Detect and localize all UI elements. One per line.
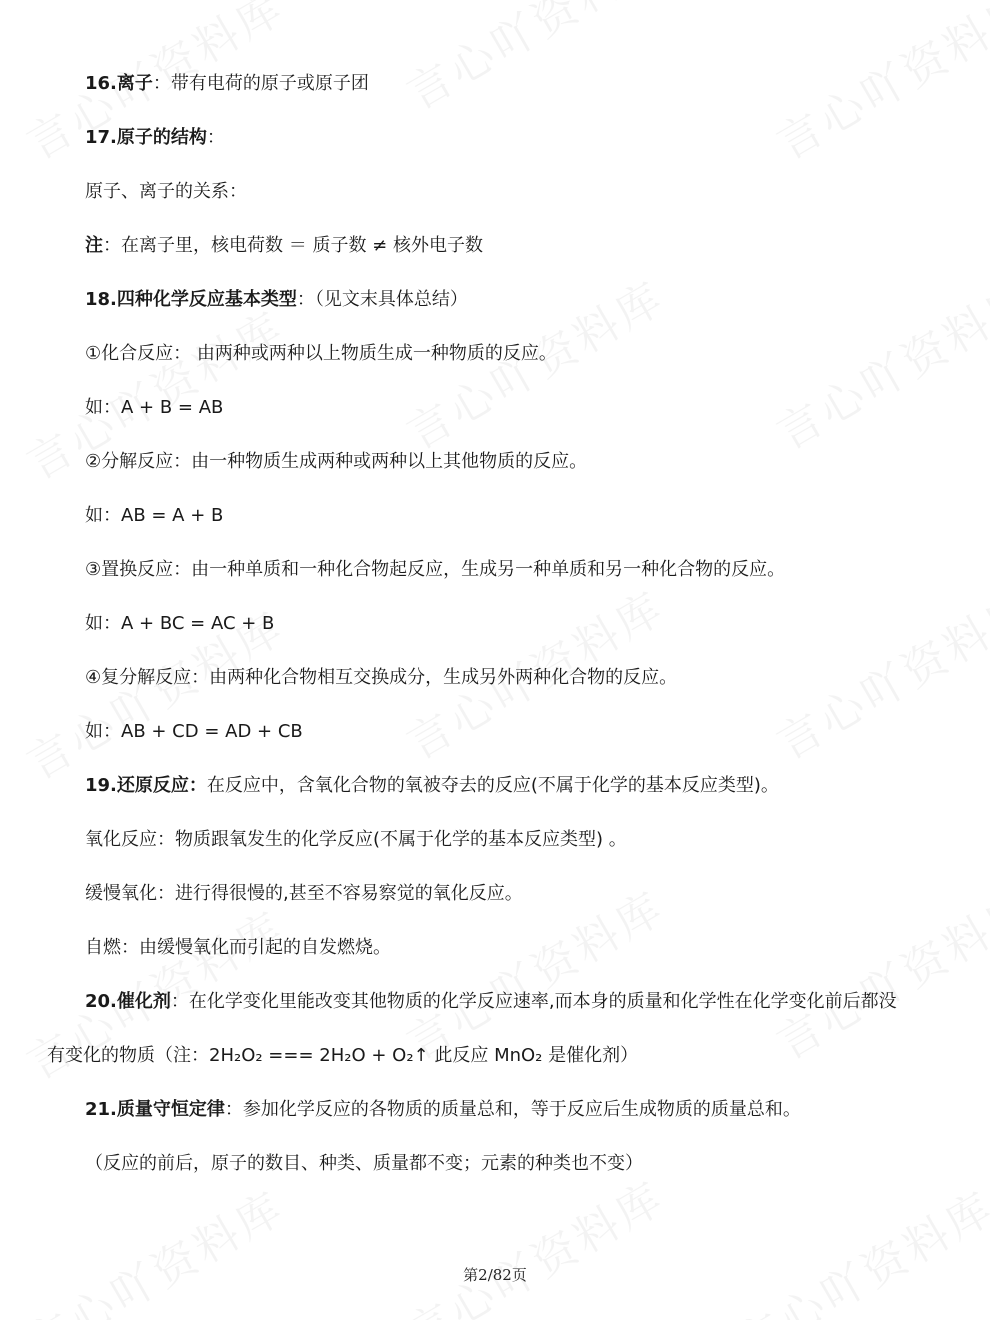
note-heading: 注: [85, 235, 103, 256]
spontaneous-combustion: 自燃：由缓慢氧化而引起的自发燃烧。: [85, 937, 391, 958]
item-20-continuation: 有变化的物质（注：2H₂O₂ === 2H₂O + O₂↑ 此反应 MnO₂ 是催化剂）: [47, 1045, 639, 1066]
item-21-note: （反应的前后，原子的数目、种类、质量都不变；元素的种类也不变）: [85, 1153, 643, 1174]
reaction-double-displacement: ④复分解反应：由两种化合物相互交换成分，生成另外两种化合物的反应。: [85, 667, 678, 688]
item-17: [85, 125, 225, 151]
item-16-heading: 16.离子: [85, 73, 153, 94]
reaction-displacement: ③置换反应：由一种单质和一种化合物起反应，生成另一种单质和另一种化合物的反应。: [85, 559, 786, 580]
reaction-combination-example: 如：A + B = AB: [85, 397, 224, 418]
item-18-heading: 18.四种化学反应基本类型: [85, 289, 297, 310]
item-16: [85, 71, 369, 97]
reaction-decomposition-example: 如：AB = A + B: [85, 505, 224, 526]
item-21-heading: 21.质量守恒定律: [85, 1099, 225, 1120]
item-17-relation: 原子、离子的关系：: [85, 181, 247, 202]
item-18-text: ：（见文末具体总结）: [296, 289, 468, 310]
item-21: [85, 1097, 801, 1123]
page-number: 第2/82页: [463, 1266, 527, 1284]
reaction-double-displacement-example: 如：AB + CD = AD + CB: [85, 721, 303, 742]
slow-oxidation: 缓慢氧化：进行得很慢的,甚至不容易察觉的氧化反应。: [85, 883, 523, 904]
reaction-combination: ①化合反应： 由两种或两种以上物质生成一种物质的反应。: [85, 343, 557, 364]
oxidation-reaction: 氧化反应：物质跟氧发生的化学反应(不属于化学的基本反应类型) 。: [85, 829, 627, 850]
item-17-text: ：: [206, 127, 225, 148]
item-20-text: ：在化学变化里能改变其他物质的化学反应速率,而本身的质量和化学性在化学变化前后都没: [170, 991, 897, 1012]
item-19-text: 在反应中，含氧化合物的氧被夺去的反应(不属于化学的基本反应类型)。: [206, 775, 779, 796]
note-line: [85, 233, 483, 259]
reaction-decomposition: ②分解反应：由一种物质生成两种或两种以上其他物质的反应。: [85, 451, 588, 472]
item-20-heading: 20.催化剂: [85, 991, 171, 1012]
item-19-heading: 19.还原反应：: [85, 775, 207, 796]
reaction-displacement-example: 如：A + BC = AC + B: [85, 613, 275, 634]
item-18: [85, 287, 468, 313]
item-16-text: ：带有电荷的原子或原子团: [152, 73, 369, 94]
item-21-text: ：参加化学反应的各物质的质量总和，等于反应后生成物质的质量总和。: [224, 1099, 801, 1120]
item-19: [85, 773, 779, 799]
item-17-heading: 17.原子的结构: [85, 127, 207, 148]
item-20: [85, 989, 897, 1015]
note-text: ：在离子里，核电荷数 ＝ 质子数 ≠ 核外电子数: [103, 235, 483, 256]
